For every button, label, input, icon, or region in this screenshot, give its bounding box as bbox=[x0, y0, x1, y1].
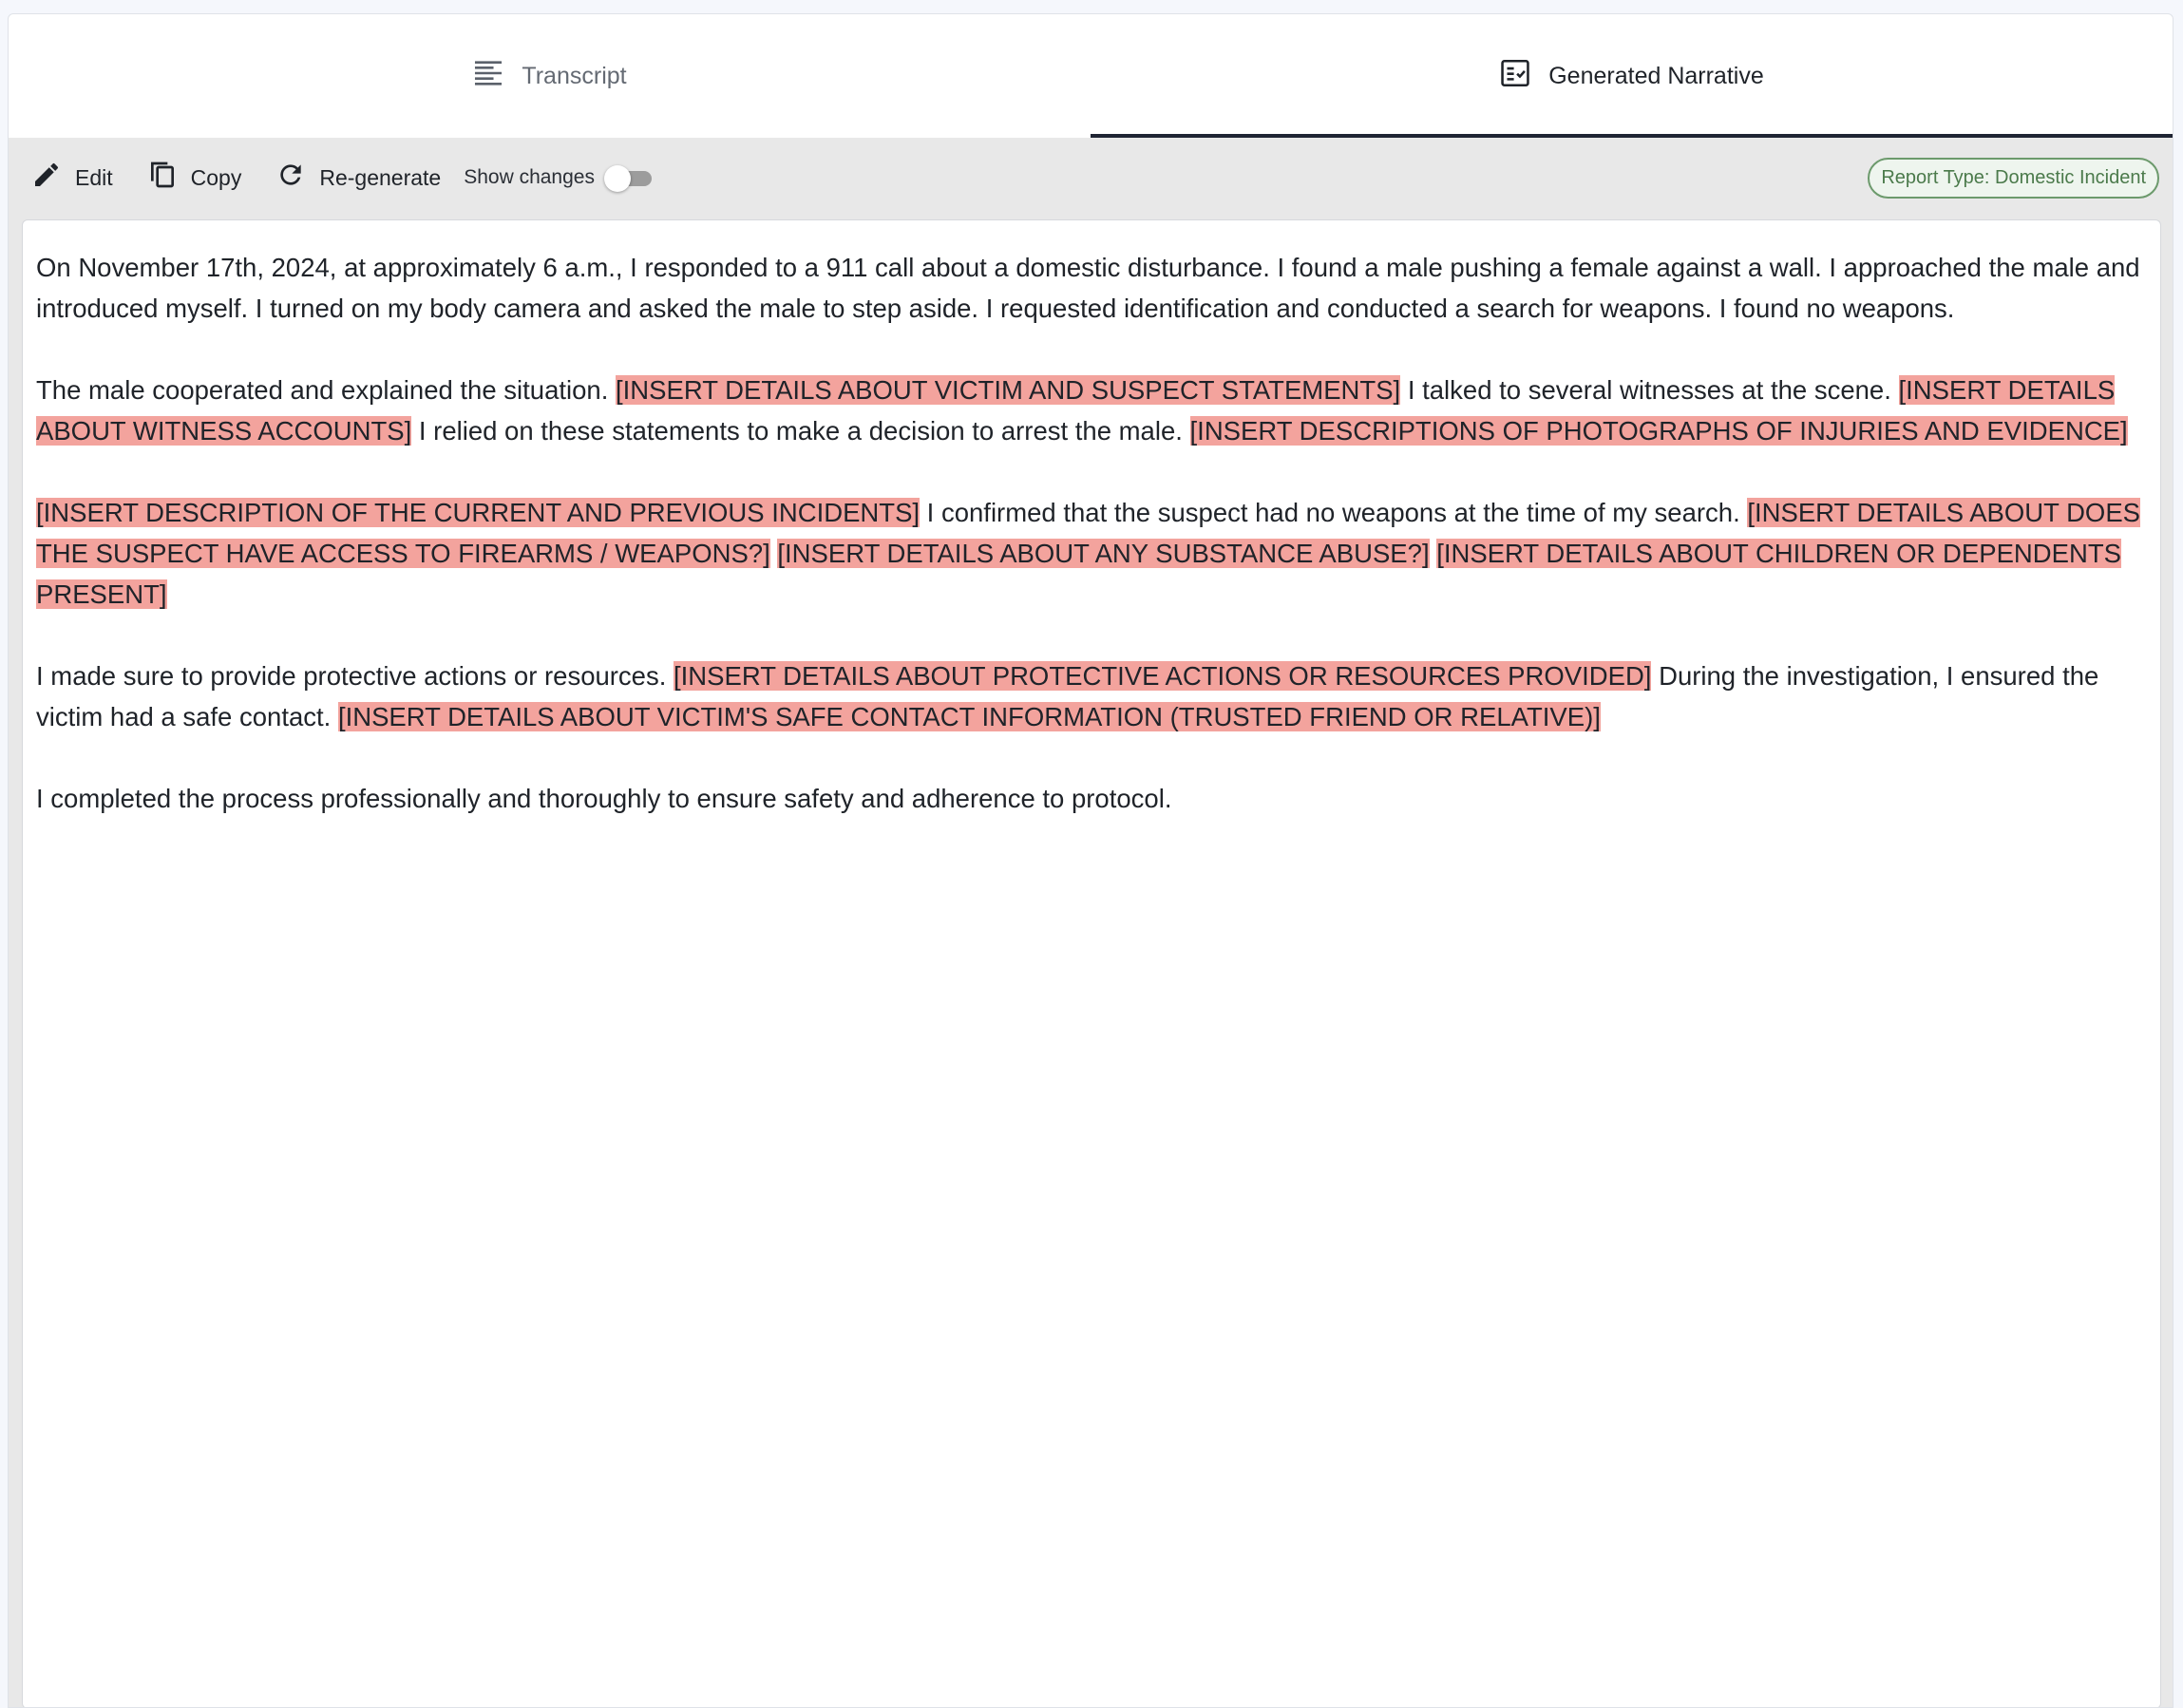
show-changes-label: Show changes bbox=[464, 166, 595, 188]
tab-generated-narrative[interactable] bbox=[1091, 14, 2173, 138]
narrative-text-area[interactable] bbox=[22, 219, 2161, 1708]
tab-transcript-label: Transcript bbox=[522, 62, 627, 89]
refresh-icon bbox=[275, 160, 306, 196]
placeholder-highlight: [INSERT DETAILS ABOUT ANY SUBSTANCE ABUSE?] bbox=[777, 539, 1430, 568]
tab-generated-narrative-label: Generated Narrative bbox=[1548, 62, 1764, 89]
placeholder-highlight: [INSERT DETAILS ABOUT VICTIM'S SAFE CONTACT INFORMATION (TRUSTED FRIEND OR RELATIVE)] bbox=[337, 702, 1601, 731]
narrative-text: I talked to several witnesses at the scene. bbox=[1400, 375, 1899, 405]
show-changes-toggle[interactable] bbox=[604, 165, 654, 190]
placeholder-highlight: [INSERT DETAILS ABOUT WITNESS ACCOUNTS] bbox=[36, 375, 2116, 446]
narrative-paragraph-5 bbox=[36, 778, 2147, 819]
show-changes-control bbox=[464, 165, 654, 190]
checklist-icon bbox=[1499, 57, 1531, 96]
narrative-text: I confirmed that the suspect had no weapons at the time of my search. bbox=[920, 498, 1748, 527]
edit-button[interactable] bbox=[31, 160, 113, 196]
tab-transcript[interactable] bbox=[9, 14, 1091, 138]
toolbar bbox=[9, 138, 2173, 218]
placeholder-highlight: [INSERT DETAILS ABOUT CHILDREN OR DEPENDENTS PRESENT] bbox=[36, 539, 2121, 609]
copy-button-label: Copy bbox=[190, 164, 242, 190]
placeholder-highlight: [INSERT DETAILS ABOUT VICTIM AND SUSPECT STATEMENTS] bbox=[616, 375, 1401, 405]
narrative-paragraph-4 bbox=[36, 655, 2147, 737]
edit-button-label: Edit bbox=[75, 164, 113, 190]
narrative-panel bbox=[8, 13, 2174, 1708]
narrative-paragraph-1 bbox=[36, 247, 2147, 329]
narrative-text: The male cooperated and explained the situation. bbox=[36, 375, 616, 405]
regenerate-button[interactable] bbox=[275, 160, 441, 196]
report-type-badge: Report Type: Domestic Incident bbox=[1868, 158, 2159, 199]
narrative-text: I made sure to provide protective actions or resources. bbox=[36, 661, 674, 691]
toggle-knob bbox=[604, 165, 631, 192]
copy-button[interactable] bbox=[147, 160, 242, 196]
narrative-text: During the investigation, I ensured the victim had a safe contact. bbox=[36, 661, 2099, 731]
tab-bar bbox=[9, 14, 2173, 138]
placeholder-highlight: [INSERT DESCRIPTIONS OF PHOTOGRAPHS OF INJURIES AND EVIDENCE] bbox=[1189, 416, 2128, 446]
copy-icon bbox=[147, 160, 178, 196]
narrative-text: On November 17th, 2024, at approximately 6 a.m., I responded to a 911 call about a domestic disturbance. I found a male pushing a female against a wall. I approached the male and introduced myself. I turned on my body camera and asked the male to step aside. I requested identification and conducted a search for weapons. I found no weapons. bbox=[36, 253, 2140, 323]
narrative-text: I relied on these statements to make a decision to arrest the male. bbox=[411, 416, 1190, 446]
narrative-text: I completed the process professionally and thoroughly to ensure safety and adherence to protocol. bbox=[36, 784, 1172, 813]
regenerate-button-label: Re-generate bbox=[319, 164, 442, 190]
lines-icon bbox=[472, 57, 504, 96]
narrative-paragraph-3 bbox=[36, 492, 2147, 615]
placeholder-highlight: [INSERT DETAILS ABOUT PROTECTIVE ACTIONS OR RESOURCES PROVIDED] bbox=[674, 661, 1652, 691]
pencil-icon bbox=[31, 160, 62, 196]
placeholder-highlight: [INSERT DESCRIPTION OF THE CURRENT AND PREVIOUS INCIDENTS] bbox=[36, 498, 921, 527]
narrative-paragraph-2 bbox=[36, 370, 2147, 451]
placeholder-highlight: [INSERT DETAILS ABOUT DOES THE SUSPECT HAVE ACCESS TO FIREARMS / WEAPONS?] bbox=[36, 498, 2141, 568]
